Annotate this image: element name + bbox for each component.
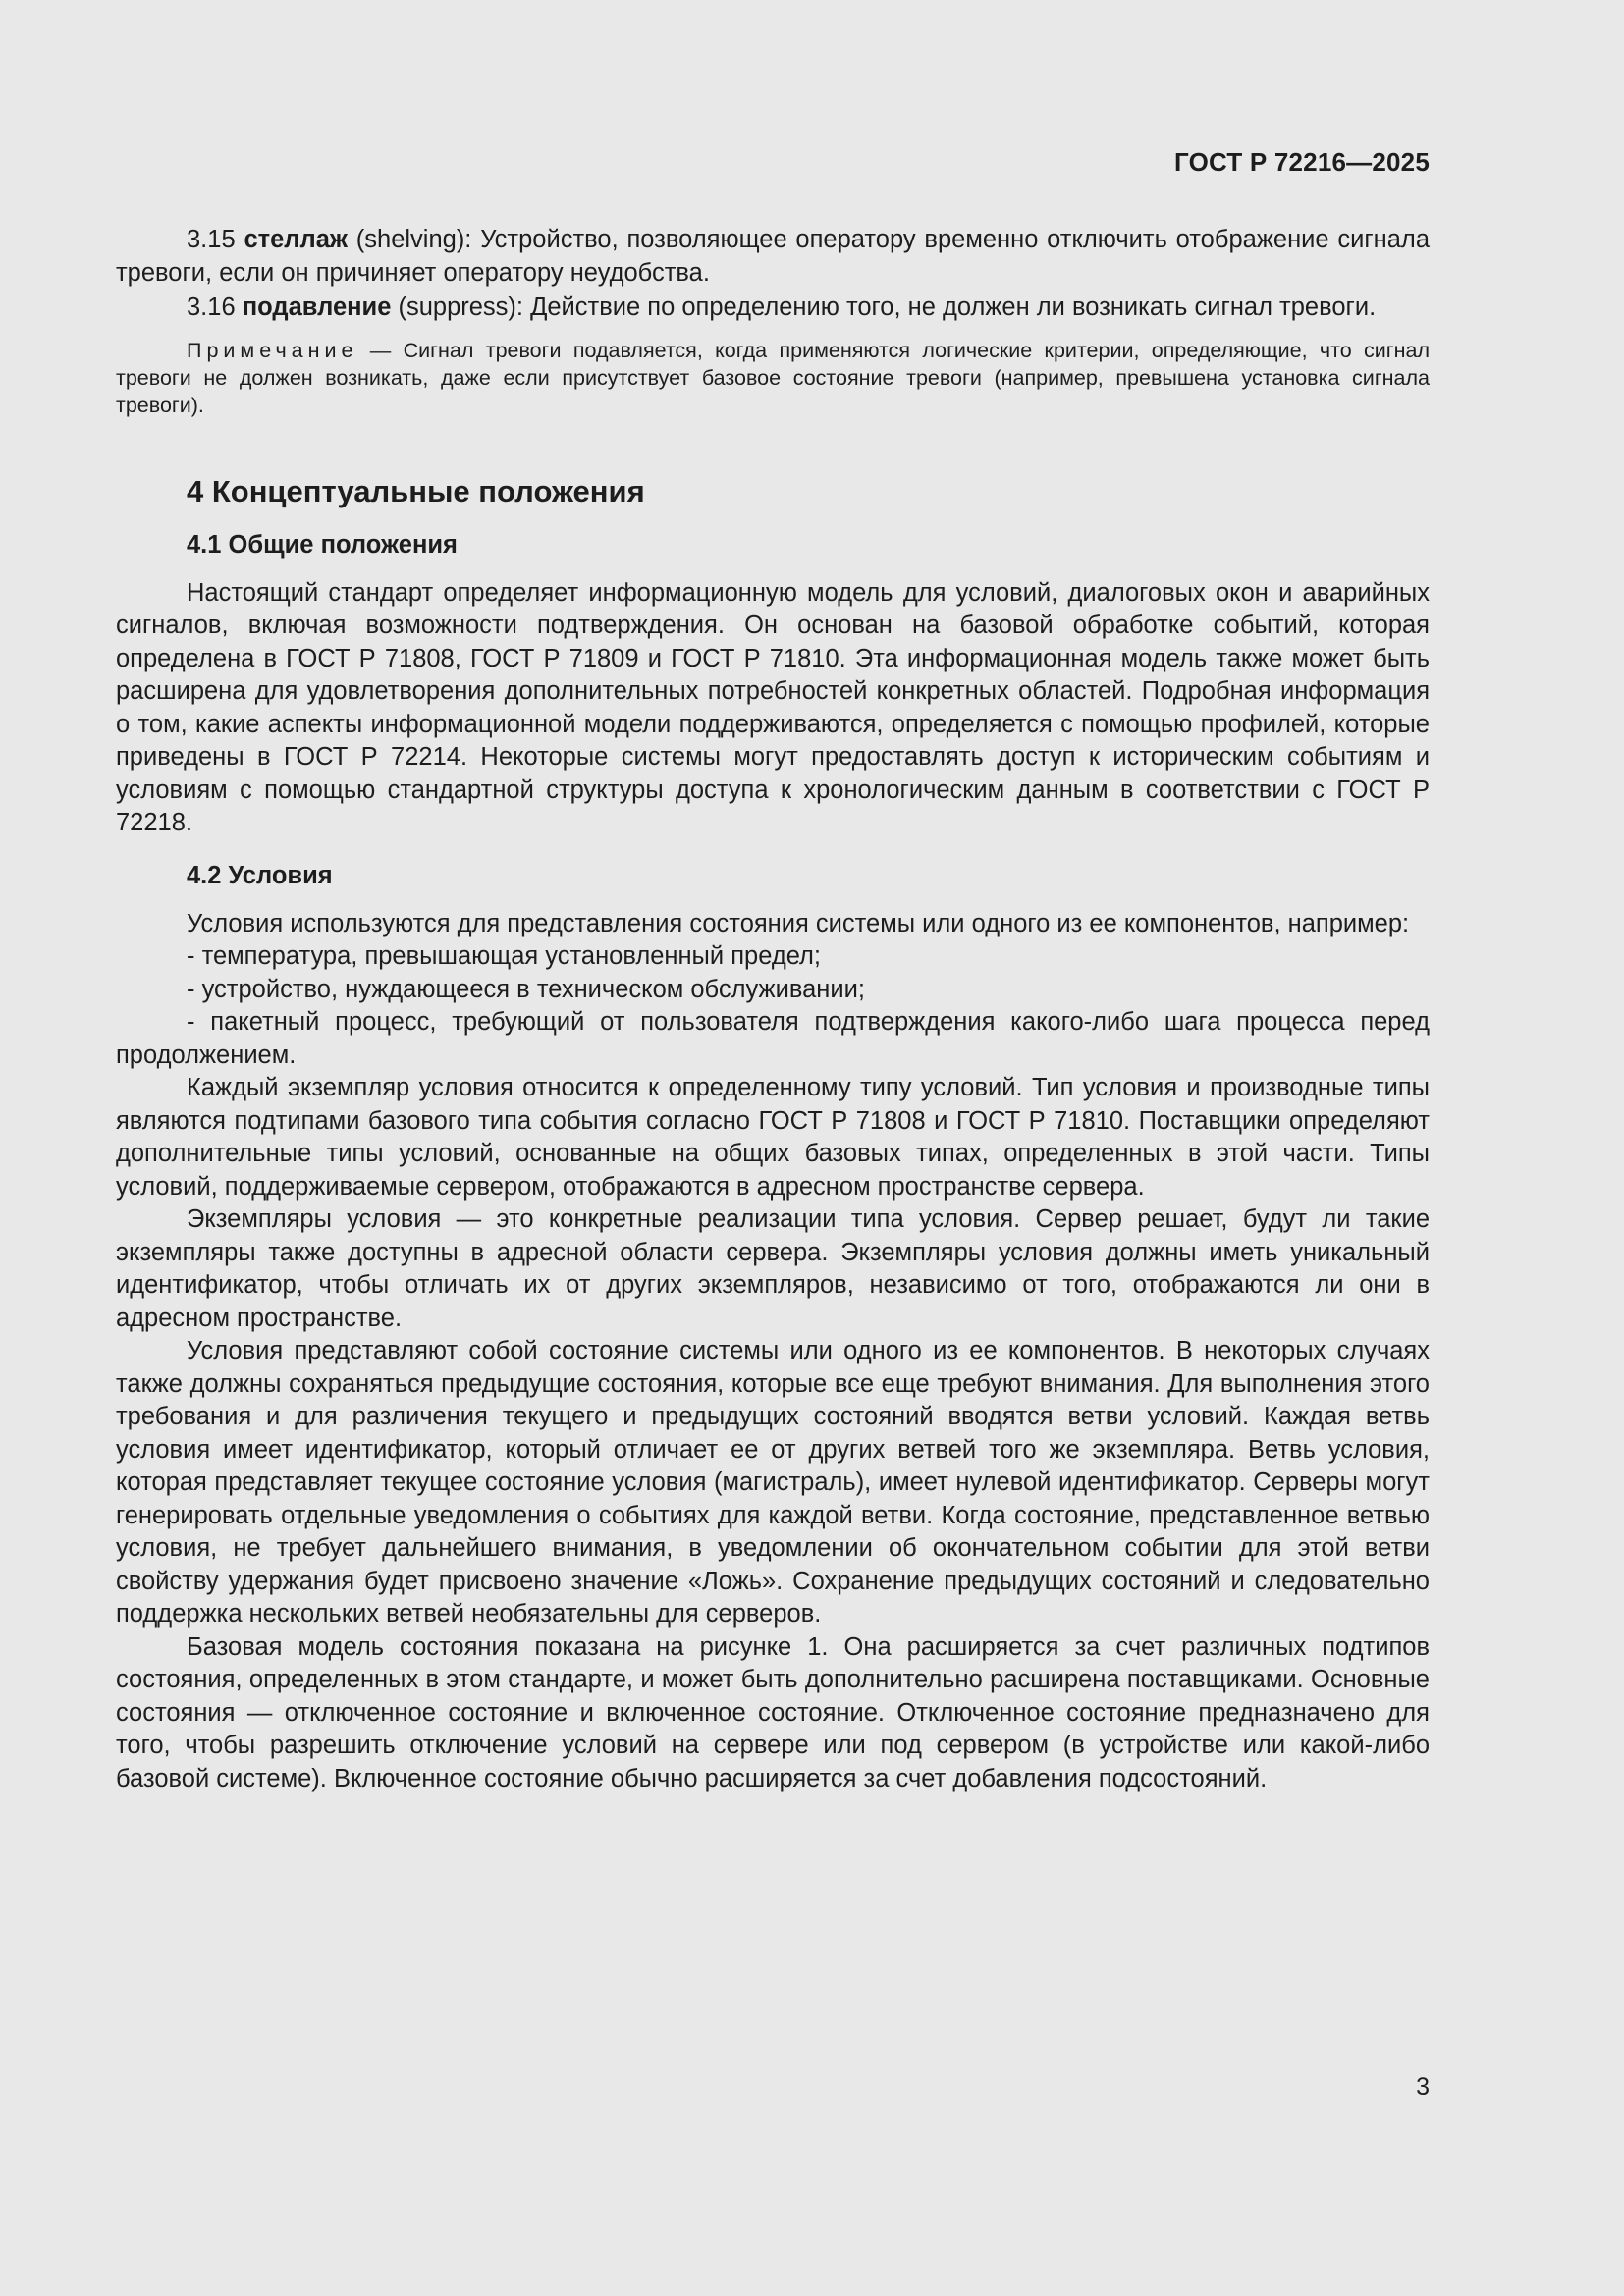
definition-text: (shelving): Устройство, позволяющее оператору временно отключить отображение сигнала тревоги, если он причиняет оператору неудобства. [116,226,1430,287]
paragraph: Экземпляры условия — это конкретные реализации типа условия. Сервер решает, будут ли такие экземпляры также доступны в адресной области сервера. Экземпляры условия должны иметь уникальный идентификатор, чтобы отличать их от других экземпляров, независимо от того, отображаются ли они в адресном пространстве. [116,1205,1430,1332]
note [116,337,1430,419]
list-item: - температура, превышающая установленный предел; [187,942,821,970]
definition-term: подавление [242,294,392,321]
definition-number: 3.15 [187,226,236,253]
section-4-heading: 4 Концептуальные положения [187,473,645,508]
paragraph: Условия представляют собой состояние системы или одного из ее компонентов. В некоторых случаях также должны сохраняться предыдущие состояния, которые все еще требуют внимания. Для выполнения этого требования и для различения текущего и предыдущих состояний вводятся ветви условий. Каждая ветвь условия имеет идентификатор, который отличает ее от других ветвей того же экземпляра. Ветвь условия, которая представляет текущее состояние условия (магистраль), имеет нулевой идентификатор. Серверы могут генерировать отдельные уведомления о событиях для каждой ветви. Когда состояние, представленное ветвью условия, не требует дальнейшего внимания, в уведомлении об окончательном событии для этой ветви свойству удержания будет присвоено значение «Ложь». Сохранение предыдущих состояний и следовательно поддержка нескольких ветвей необязательны для серверов. [116,1337,1430,1628]
note-label: Примечание [187,338,358,362]
definition-number: 3.16 [187,294,236,321]
paragraph: Условия используются для представления состояния системы или одного из ее компонентов, например: [187,909,1410,937]
paragraph: Базовая модель состояния показана на рисунке 1. Она расширяется за счет различных подтипов состояния, определенных в этом стандарте, и может быть дополнительно расширена поставщиками. Основные состояния — отключенное состояние и включенное состояние. Отключенное состояние предназначено для того, чтобы разрешить отключение условий на сервере или под сервером (в устройстве или какой-либо базовой системе). Включенное состояние обычно расширяется за счет добавления подсостояний. [116,1632,1430,1792]
note-text: — Сигнал тревоги подавляется, когда применяются логические критерии, определяющие, что сигнал тревоги не должен возникать, даже если присутствует базовое состояние тревоги (например, превышена установка сигнала тревоги). [116,338,1430,417]
page-number: 3 [1416,2073,1430,2101]
section-4-1-heading: 4.1 Общие положения [187,530,458,559]
paragraph: Каждый экземпляр условия относится к определенному типу условий. Тип условия и производные типы являются подтипами базового типа события согласно ГОСТ Р 71808 и ГОСТ Р 71810. Поставщики определяют дополнительные типы условий, основанные на общих базовых типах, определенных в этой части. Типы условий, поддерживаемые сервером, отображаются в адресном пространстве сервера. [116,1074,1430,1201]
section-4-2-heading: 4.2 Условия [187,861,333,889]
list-item: - пакетный процесс, требующий от пользователя подтверждения какого-либо шага процесса перед продолжением. [116,1008,1430,1069]
list-item: - устройство, нуждающееся в техническом обслуживании; [187,975,865,1003]
page-content [116,224,1430,1795]
definition-3-15 [116,224,1430,290]
definition-text: (suppress): Действие по определению того, не должен ли возникать сигнал тревоги. [391,294,1377,321]
definition-3-16 [116,292,1430,325]
definition-term: стеллаж [244,226,348,253]
document-id-header: ГОСТ Р 72216—2025 [1174,147,1430,177]
paragraph: Настоящий стандарт определяет информационную модель для условий, диалоговых окон и аварийных сигналов, включая возможности подтверждения. Он основан на базовой обработке событий, которая определена в ГОСТ Р 71808, ГОСТ Р 71809 и ГОСТ Р 71810. Эта информационная модель также может быть расширена для удовлетворения дополнительных потребностей конкретных областей. Подробная информация о том, какие аспекты информационной модели поддерживаются, определяется с помощью профилей, которые приведены в ГОСТ Р 72214. Некоторые системы могут предоставлять доступ к историческим событиям и условиям с помощью стандартной структуры доступа к хронологическим данным в соответствии с ГОСТ Р 72218. [116,578,1430,836]
